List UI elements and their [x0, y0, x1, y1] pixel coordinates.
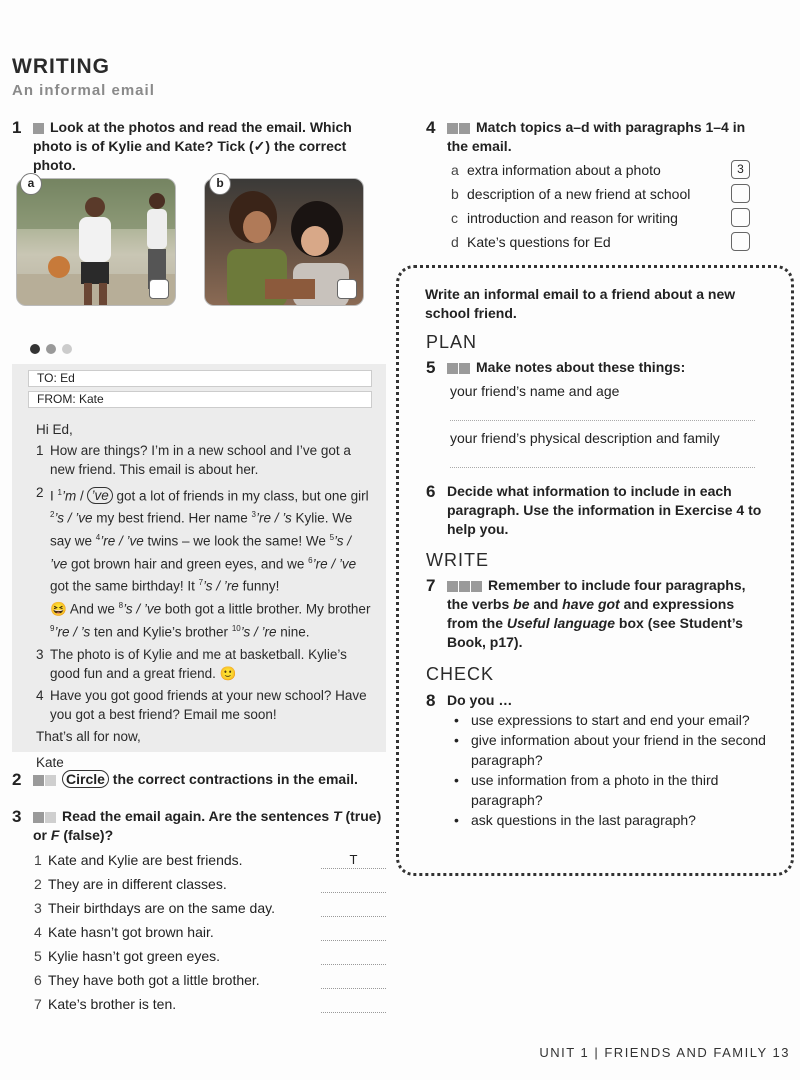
list-item — [451, 158, 761, 182]
item-text: Kate and Kylie are best friends. — [48, 852, 243, 868]
dot-active — [30, 344, 40, 354]
write-heading: WRITE — [426, 550, 489, 570]
text: funny! — [238, 578, 280, 594]
true-false-list — [34, 848, 394, 1016]
laughing-emoji-icon: 😆 — [50, 601, 67, 617]
answer-field[interactable] — [321, 964, 386, 965]
option[interactable]: ’s / ’ve — [123, 601, 162, 617]
dot — [62, 344, 72, 354]
answer-field[interactable] — [321, 892, 386, 893]
answer-box[interactable]: 3 — [731, 160, 750, 179]
paragraph-number: 2 — [36, 484, 44, 500]
text: and — [529, 596, 563, 612]
item-number: 7 — [34, 996, 42, 1012]
answer-field[interactable] — [321, 916, 386, 917]
photo-a — [16, 178, 176, 306]
exercise-2-number: 2 — [12, 770, 22, 789]
exercise-5 — [426, 358, 766, 377]
email-closing: That’s all for now, — [36, 729, 141, 745]
paragraph-number: 3 — [36, 646, 44, 662]
false-letter: F — [50, 827, 60, 843]
page-footer: UNIT 1 | FRIENDS AND FAMILY 13 — [539, 1045, 790, 1060]
circled-option[interactable]: ’ve — [87, 487, 112, 504]
gap-number: 3 — [251, 510, 256, 520]
section-title: WRITING — [12, 55, 110, 78]
task-intro: Write an informal email to a friend about a new school friend. — [425, 286, 736, 321]
paragraph-3-text: The photo is of Kylie and me at basketball. Kylie’s good fun and a great friend. — [50, 646, 347, 681]
item-letter: a — [451, 162, 459, 178]
item-text: Their birthdays are on the same day. — [48, 900, 275, 916]
gap-number: 5 — [329, 533, 335, 543]
option[interactable]: ’re / ’ve — [312, 556, 357, 572]
answer-field[interactable] — [321, 988, 386, 989]
exercise-1-number: 1 — [12, 118, 22, 137]
difficulty-stars — [447, 123, 470, 134]
list-item: • give information about your friend in the second paragraph? — [451, 730, 771, 770]
list-item — [34, 968, 394, 992]
paragraph-4-text: Have you got good friends at your new school? Have you got a best friend? Email me soon! — [50, 687, 367, 723]
exercise-5-instruction: Make notes about these things: — [476, 359, 686, 375]
option[interactable]: ’re / ’s — [255, 510, 292, 526]
text: I — [50, 488, 58, 504]
checklist — [451, 710, 771, 830]
list-item: • ask questions in the last paragraph? — [451, 810, 771, 830]
email-signature: Kate — [36, 754, 64, 770]
gap-number: 8 — [118, 601, 124, 611]
answer-field[interactable] — [321, 1012, 386, 1013]
item-number: 1 — [34, 852, 42, 868]
difficulty-stars — [33, 775, 56, 786]
text: both got a little brother. My brother — [161, 601, 371, 617]
circle-word: Circle — [62, 770, 109, 788]
exercise-2 — [12, 770, 392, 789]
option[interactable]: ’s / ’re — [203, 578, 239, 594]
true-letter: T — [333, 808, 342, 824]
email-body — [36, 420, 372, 775]
gap-number: 4 — [95, 533, 101, 543]
list-item — [34, 896, 394, 920]
exercise-8 — [426, 691, 766, 710]
gap-number: 2 — [50, 510, 55, 520]
item-number: 3 — [34, 900, 42, 916]
gap-number: 6 — [308, 555, 313, 565]
item-text: Kate’s brother is ten. — [48, 996, 177, 1012]
list-item — [451, 182, 761, 206]
text: box (see Student’s Book, p17). — [447, 615, 743, 650]
email-paragraph-4 — [36, 686, 372, 724]
paragraph-number: 4 — [36, 687, 44, 703]
text: Useful language — [506, 615, 616, 631]
email-greeting: Hi Ed, — [36, 422, 73, 437]
plan-heading: PLAN — [426, 332, 478, 352]
text: ten and Kylie’s brother — [90, 624, 232, 640]
option[interactable]: ’m — [61, 488, 77, 504]
exercise-4 — [426, 118, 766, 156]
paragraph-number: 1 — [36, 443, 44, 459]
answer-field[interactable] — [321, 940, 386, 941]
option[interactable]: ’re / ’s — [54, 624, 91, 640]
exercise-8-number: 8 — [426, 691, 436, 710]
item-text: description of a new friend at school — [467, 186, 691, 202]
option[interactable]: ’s / ’ve — [50, 533, 352, 572]
option[interactable]: ’re / ’ve — [100, 533, 144, 549]
gap-number: 10 — [231, 623, 241, 633]
answer-box[interactable] — [731, 208, 750, 227]
item-text: extra information about a photo — [467, 162, 661, 178]
difficulty-stars — [33, 123, 44, 134]
exercise-8-instruction: Do you … — [447, 692, 513, 708]
item-letter: b — [451, 186, 459, 202]
dot — [46, 344, 56, 354]
difficulty-stars — [447, 581, 482, 592]
gap-number: 9 — [50, 623, 55, 633]
answer-field[interactable]: T — [321, 852, 386, 869]
exercise-6-instruction: Decide what information to include in each paragraph. Use the information in Exercise 4 to help you. — [447, 483, 762, 537]
gap-number: 1 — [57, 487, 62, 497]
text: (true) or — [33, 808, 382, 843]
list-item: • use expressions to start and end your email? — [451, 710, 771, 730]
text: / — [76, 488, 88, 504]
item-text: Kylie hasn’t got green eyes. — [48, 948, 220, 964]
text: got a lot of friends in my class, but one girl — [112, 488, 369, 504]
email-from-field: FROM: Kate — [28, 391, 372, 408]
list-item — [451, 230, 761, 254]
exercise-2-instruction: the correct contractions in the email. — [108, 771, 358, 787]
item-number: 6 — [34, 972, 42, 988]
exercise-6 — [426, 482, 766, 539]
exercise-4-number: 4 — [426, 118, 436, 137]
item-letter: d — [451, 234, 459, 250]
email-paragraph-3 — [36, 645, 372, 683]
text: be — [513, 596, 530, 612]
section-subtitle: An informal email — [12, 82, 155, 99]
text: Kylie. We say we — [50, 510, 353, 549]
photo-a-tick-box[interactable] — [149, 279, 169, 299]
photo-a-label: a — [20, 173, 42, 195]
item-number: 4 — [34, 924, 42, 940]
text: (false)? — [59, 827, 114, 843]
gap-number: 7 — [198, 578, 204, 588]
item-text: They have both got a little brother. — [48, 972, 260, 988]
exercise-1 — [12, 118, 392, 175]
exercise-4-instruction: Match topics a–d with paragraphs 1–4 in the email. — [447, 119, 746, 154]
text: got brown hair and green eyes, and we — [67, 556, 309, 572]
text: and expressions from the — [447, 596, 735, 631]
difficulty-stars — [447, 363, 470, 374]
photo-b-label: b — [209, 173, 231, 195]
difficulty-stars — [33, 812, 56, 823]
note-prompt-1: your friend’s name and age — [450, 383, 620, 399]
email-paragraph-2 — [36, 483, 372, 642]
item-text: introduction and reason for writing — [467, 210, 678, 226]
text: my best friend. Her name — [92, 510, 252, 526]
exercise-3-number: 3 — [12, 807, 22, 826]
exercise-5-number: 5 — [426, 358, 436, 377]
item-text: Kate hasn’t got brown hair. — [48, 924, 214, 940]
email-to-field: TO: Ed — [28, 370, 372, 387]
list-item — [34, 992, 394, 1016]
email-paragraph-1 — [36, 441, 372, 479]
list-item — [34, 920, 394, 944]
item-letter: c — [451, 210, 458, 226]
exercise-7 — [426, 576, 766, 652]
check-heading: CHECK — [426, 664, 495, 684]
photo-b — [204, 178, 364, 306]
match-list — [451, 158, 761, 254]
text: have got — [562, 596, 620, 612]
photo-b-tick-box[interactable] — [337, 279, 357, 299]
text: nine. — [276, 624, 310, 640]
answer-box[interactable] — [731, 232, 750, 251]
list-item — [34, 872, 394, 896]
text: And we — [66, 601, 119, 617]
image-carousel-dots — [30, 344, 72, 354]
exercise-3 — [12, 807, 392, 845]
list-item — [34, 848, 394, 872]
text: twins – we look the same! We — [143, 533, 330, 549]
text: Remember to include four paragraphs, the verbs — [447, 577, 746, 612]
exercise-1-instruction: Look at the photos and read the email. Which photo is of Kylie and Kate? Tick (✓) the correct photo. — [33, 119, 352, 173]
exercise-6-number: 6 — [426, 482, 436, 501]
list-item — [34, 944, 394, 968]
list-item: • use information from a photo in the third paragraph? — [451, 770, 771, 810]
option[interactable]: ’s / ’re — [240, 624, 277, 640]
email-panel — [12, 364, 386, 770]
smile-emoji-icon: 🙂 — [219, 665, 237, 681]
list-item — [451, 206, 761, 230]
paragraph-1-text: How are things? I’m in a new school and I’ve got a new friend. This email is about her. — [50, 443, 351, 478]
exercise-7-number: 7 — [426, 576, 436, 595]
note-line-2[interactable] — [450, 467, 755, 468]
note-prompt-2: your friend’s physical description and family — [450, 430, 720, 446]
option[interactable]: ’s / ’ve — [54, 510, 93, 526]
text: got the same birthday! It — [50, 578, 199, 594]
answer-box[interactable] — [731, 184, 750, 203]
item-number: 2 — [34, 876, 42, 892]
exercise-3-instruction: Read the email again. Are the sentences — [62, 808, 334, 824]
item-text: Kate’s questions for Ed — [467, 234, 611, 250]
item-number: 5 — [34, 948, 42, 964]
note-line-1[interactable] — [450, 420, 755, 421]
item-text: They are in different classes. — [48, 876, 227, 892]
